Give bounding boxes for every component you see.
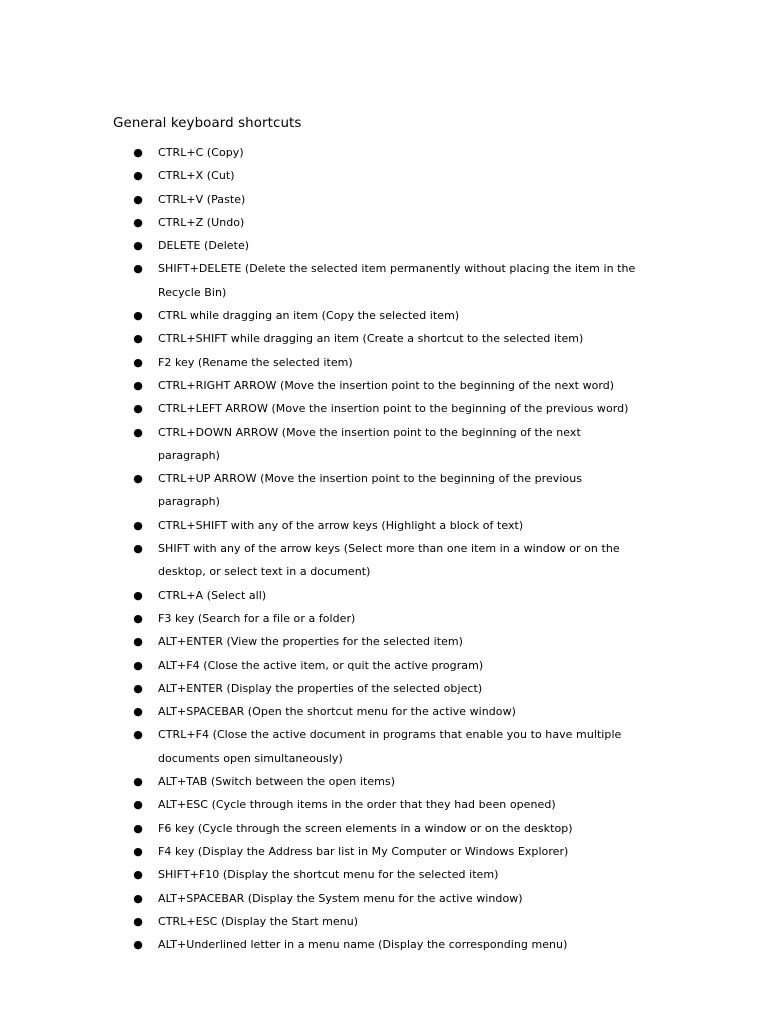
page-heading: General keyboard shortcuts	[113, 116, 302, 131]
list-item-text: SHIFT with any of the arrow keys (Select more than one item in a window or on the desktop, or select text in a document)	[158, 542, 620, 579]
list-item-text: F2 key (Rename the selected item)	[158, 355, 353, 369]
list-item-text: DELETE (Delete)	[158, 239, 250, 253]
bullet-icon: ●	[133, 402, 143, 416]
list-item-text: F4 key (Display the Address bar list in My Computer or Windows Explorer)	[158, 844, 569, 858]
list-item	[0, 887, 768, 910]
list-item	[0, 630, 768, 653]
list-item	[0, 257, 768, 304]
bullet-icon: ●	[133, 681, 143, 695]
list-item-text: CTRL+C (Copy)	[158, 146, 244, 159]
bullet-icon: ●	[133, 588, 143, 602]
bullet-icon: ●	[133, 868, 143, 882]
list-item-text: CTRL+ESC (Display the Start menu)	[158, 914, 359, 928]
bullet-icon: ●	[133, 658, 143, 672]
list-item	[0, 188, 768, 211]
bullet-icon: ●	[133, 425, 143, 439]
bullet-icon: ●	[133, 192, 143, 206]
list-item	[0, 351, 768, 374]
list-item	[0, 933, 768, 956]
list-item-text: CTRL+A (Select all)	[158, 588, 267, 602]
bullet-icon: ●	[133, 332, 143, 346]
list-item-text: ALT+ENTER (View the properties for the selected item)	[158, 635, 464, 649]
list-item	[0, 397, 768, 420]
list-item	[0, 840, 768, 863]
list-item-text: CTRL+X (Cut)	[158, 169, 235, 183]
list-item	[0, 467, 768, 514]
bullet-icon: ●	[133, 611, 143, 625]
bullet-icon: ●	[133, 169, 143, 183]
list-item-text: ALT+ENTER (Display the properties of the selected object)	[158, 681, 483, 695]
list-item-text: CTRL+SHIFT while dragging an item (Create a shortcut to the selected item)	[158, 332, 584, 346]
list-item	[0, 654, 768, 677]
list-item-text: CTRL+LEFT ARROW (Move the insertion point to the beginning of the previous word)	[158, 402, 629, 416]
list-item-text: CTRL+DOWN ARROW (Move the insertion point to the beginning of the next paragraph)	[158, 425, 581, 462]
bullet-icon: ●	[133, 215, 143, 229]
list-item-text: ALT+SPACEBAR (Display the System menu for the active window)	[158, 891, 523, 905]
bullet-icon: ●	[133, 518, 143, 532]
bullet-icon: ●	[133, 355, 143, 369]
list-item	[0, 234, 768, 257]
list-item	[0, 421, 768, 468]
list-item	[0, 723, 768, 770]
list-item	[0, 537, 768, 584]
shortcut-list	[0, 141, 768, 956]
bullet-icon: ●	[133, 844, 143, 858]
list-item-text: CTRL+SHIFT with any of the arrow keys (Highlight a block of text)	[158, 518, 524, 532]
bullet-icon: ●	[133, 146, 143, 159]
list-item	[0, 863, 768, 886]
list-item-text: F6 key (Cycle through the screen elements in a window or on the desktop)	[158, 821, 573, 835]
list-item	[0, 607, 768, 630]
list-item-text: ALT+Underlined letter in a menu name (Display the corresponding menu)	[158, 938, 568, 952]
bullet-icon: ●	[133, 635, 143, 649]
list-item	[0, 910, 768, 933]
list-item	[0, 700, 768, 723]
list-item-text: SHIFT+DELETE (Delete the selected item permanently without placing the item in the Recycle Bin)	[158, 262, 636, 299]
list-item-text: CTRL while dragging an item (Copy the selected item)	[158, 309, 460, 323]
bullet-icon: ●	[133, 891, 143, 905]
list-item	[0, 164, 768, 187]
list-item	[0, 817, 768, 840]
list-item	[0, 374, 768, 397]
list-item	[0, 141, 768, 164]
list-item	[0, 304, 768, 327]
list-item	[0, 211, 768, 234]
bullet-icon: ●	[133, 309, 143, 323]
list-item	[0, 793, 768, 816]
list-item-text: ALT+SPACEBAR (Open the shortcut menu for the active window)	[158, 705, 516, 719]
list-item	[0, 327, 768, 350]
list-item-text: SHIFT+F10 (Display the shortcut menu for the selected item)	[158, 868, 499, 882]
list-item	[0, 770, 768, 793]
bullet-icon: ●	[133, 938, 143, 952]
list-item-text: CTRL+RIGHT ARROW (Move the insertion point to the beginning of the next word)	[158, 378, 615, 392]
bullet-icon: ●	[133, 775, 143, 789]
bullet-icon: ●	[133, 728, 143, 742]
bullet-icon: ●	[133, 798, 143, 812]
list-item-text: CTRL+UP ARROW (Move the insertion point to the beginning of the previous paragraph)	[158, 472, 583, 509]
list-item-text: CTRL+V (Paste)	[158, 192, 246, 206]
bullet-icon: ●	[133, 262, 143, 276]
list-item	[0, 584, 768, 607]
list-item-text: F3 key (Search for a file or a folder)	[158, 611, 356, 625]
bullet-icon: ●	[133, 542, 143, 556]
bullet-icon: ●	[133, 705, 143, 719]
list-item	[0, 677, 768, 700]
list-item-text: CTRL+Z (Undo)	[158, 215, 245, 229]
bullet-icon: ●	[133, 914, 143, 928]
bullet-icon: ●	[133, 472, 143, 486]
bullet-icon: ●	[133, 239, 143, 253]
list-item-text: ALT+ESC (Cycle through items in the order that they had been opened)	[158, 798, 556, 812]
list-item-text: CTRL+F4 (Close the active document in programs that enable you to have multiple documents open simultaneously)	[158, 728, 622, 765]
list-item	[0, 514, 768, 537]
list-item-text: ALT+TAB (Switch between the open items)	[158, 775, 396, 789]
bullet-icon: ●	[133, 378, 143, 392]
bullet-icon: ●	[133, 821, 143, 835]
list-item-text: ALT+F4 (Close the active item, or quit the active program)	[158, 658, 484, 672]
